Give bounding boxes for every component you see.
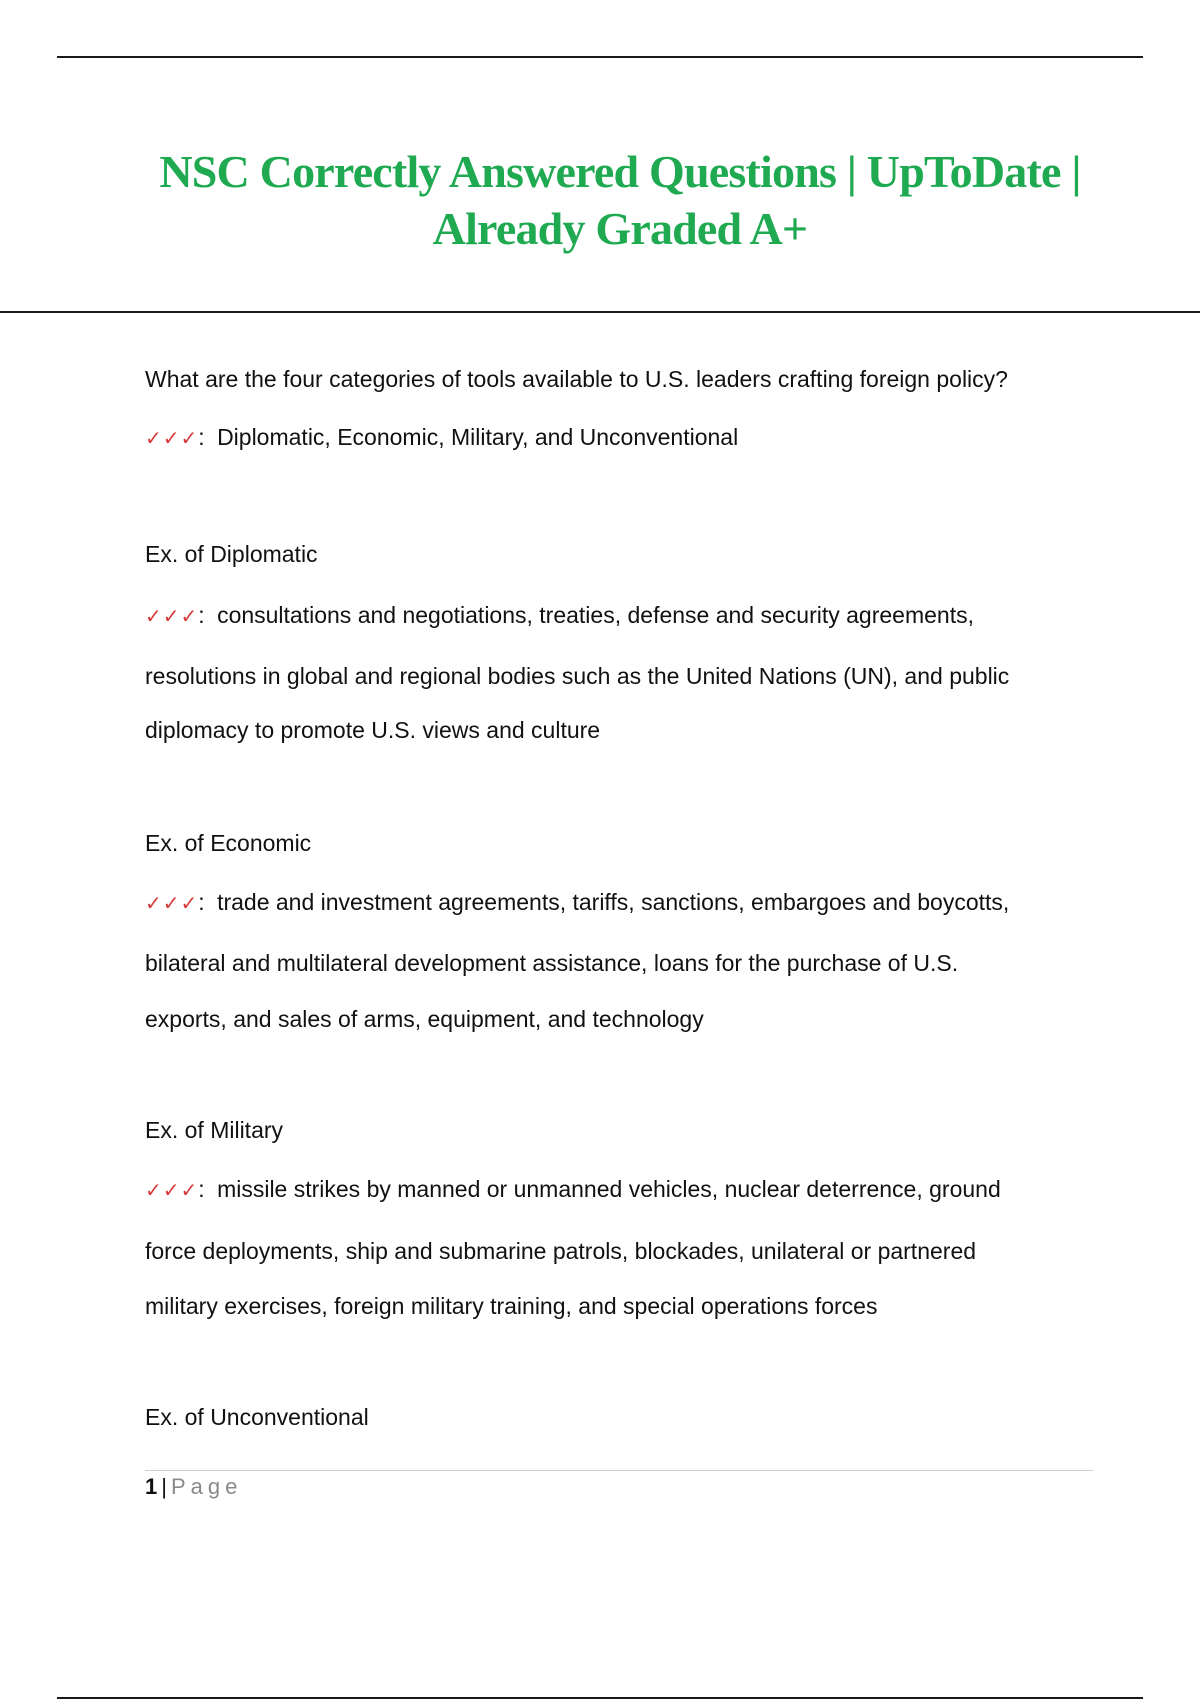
answer-text: consultations and negotiations, treaties, defense and security agreements, bbox=[217, 602, 974, 628]
footer-rule bbox=[145, 1470, 1093, 1471]
answer-line: ✓✓✓: consultations and negotiations, treaties, defense and security agreements, bbox=[145, 602, 974, 628]
document-title bbox=[100, 143, 1140, 257]
answer-text: bilateral and multilateral development assistance, loans for the purchase of U.S. bbox=[145, 950, 959, 976]
page-label: Page bbox=[170, 1474, 243, 1499]
answer-text: Diplomatic, Economic, Military, and Unconventional bbox=[217, 424, 739, 450]
title-line-2: Already Graded A+ bbox=[432, 203, 808, 254]
answer-line: ✓✓✓: Diplomatic, Economic, Military, and Unconventional bbox=[145, 424, 739, 450]
checkmark-icon: ✓✓✓ bbox=[145, 426, 199, 450]
header-rule bbox=[0, 311, 1200, 313]
answer-text: diplomacy to promote U.S. views and culture bbox=[145, 717, 601, 743]
answer-text: trade and investment agreements, tariffs, sanctions, embargoes and boycotts, bbox=[217, 889, 1010, 915]
answer-text: military exercises, foreign military training, and special operations forces bbox=[145, 1293, 878, 1319]
checkmark-icon: ✓✓✓ bbox=[145, 604, 199, 628]
question-text: What are the four categories of tools available to U.S. leaders crafting foreign policy? bbox=[145, 366, 1008, 392]
answer-line: ✓✓✓: missile strikes by manned or unmanned vehicles, nuclear deterrence, ground bbox=[145, 1176, 1001, 1202]
answer-text: missile strikes by manned or unmanned vehicles, nuclear deterrence, ground bbox=[217, 1176, 1001, 1202]
question-text: Ex. of Military bbox=[145, 1117, 284, 1143]
top-rule bbox=[57, 56, 1143, 58]
footer-separator: | bbox=[161, 1474, 167, 1499]
bottom-rule bbox=[57, 1697, 1143, 1699]
page-footer bbox=[145, 1474, 242, 1500]
answer-line: ✓✓✓: trade and investment agreements, tariffs, sanctions, embargoes and boycotts, bbox=[145, 889, 1010, 915]
answer-text: resolutions in global and regional bodies such as the United Nations (UN), and public bbox=[145, 663, 1010, 689]
page-number: 1 bbox=[145, 1474, 158, 1499]
question-text: Ex. of Economic bbox=[145, 830, 312, 856]
answer-text: force deployments, ship and submarine patrols, blockades, unilateral or partnered bbox=[145, 1238, 977, 1264]
answer-text: exports, and sales of arms, equipment, and technology bbox=[145, 1006, 704, 1032]
checkmark-icon: ✓✓✓ bbox=[145, 1178, 199, 1202]
checkmark-icon: ✓✓✓ bbox=[145, 891, 199, 915]
question-text: Ex. of Diplomatic bbox=[145, 541, 318, 567]
question-text: Ex. of Unconventional bbox=[145, 1404, 369, 1430]
title-line-1: NSC Correctly Answered Questions | UpToDate | bbox=[159, 146, 1081, 197]
